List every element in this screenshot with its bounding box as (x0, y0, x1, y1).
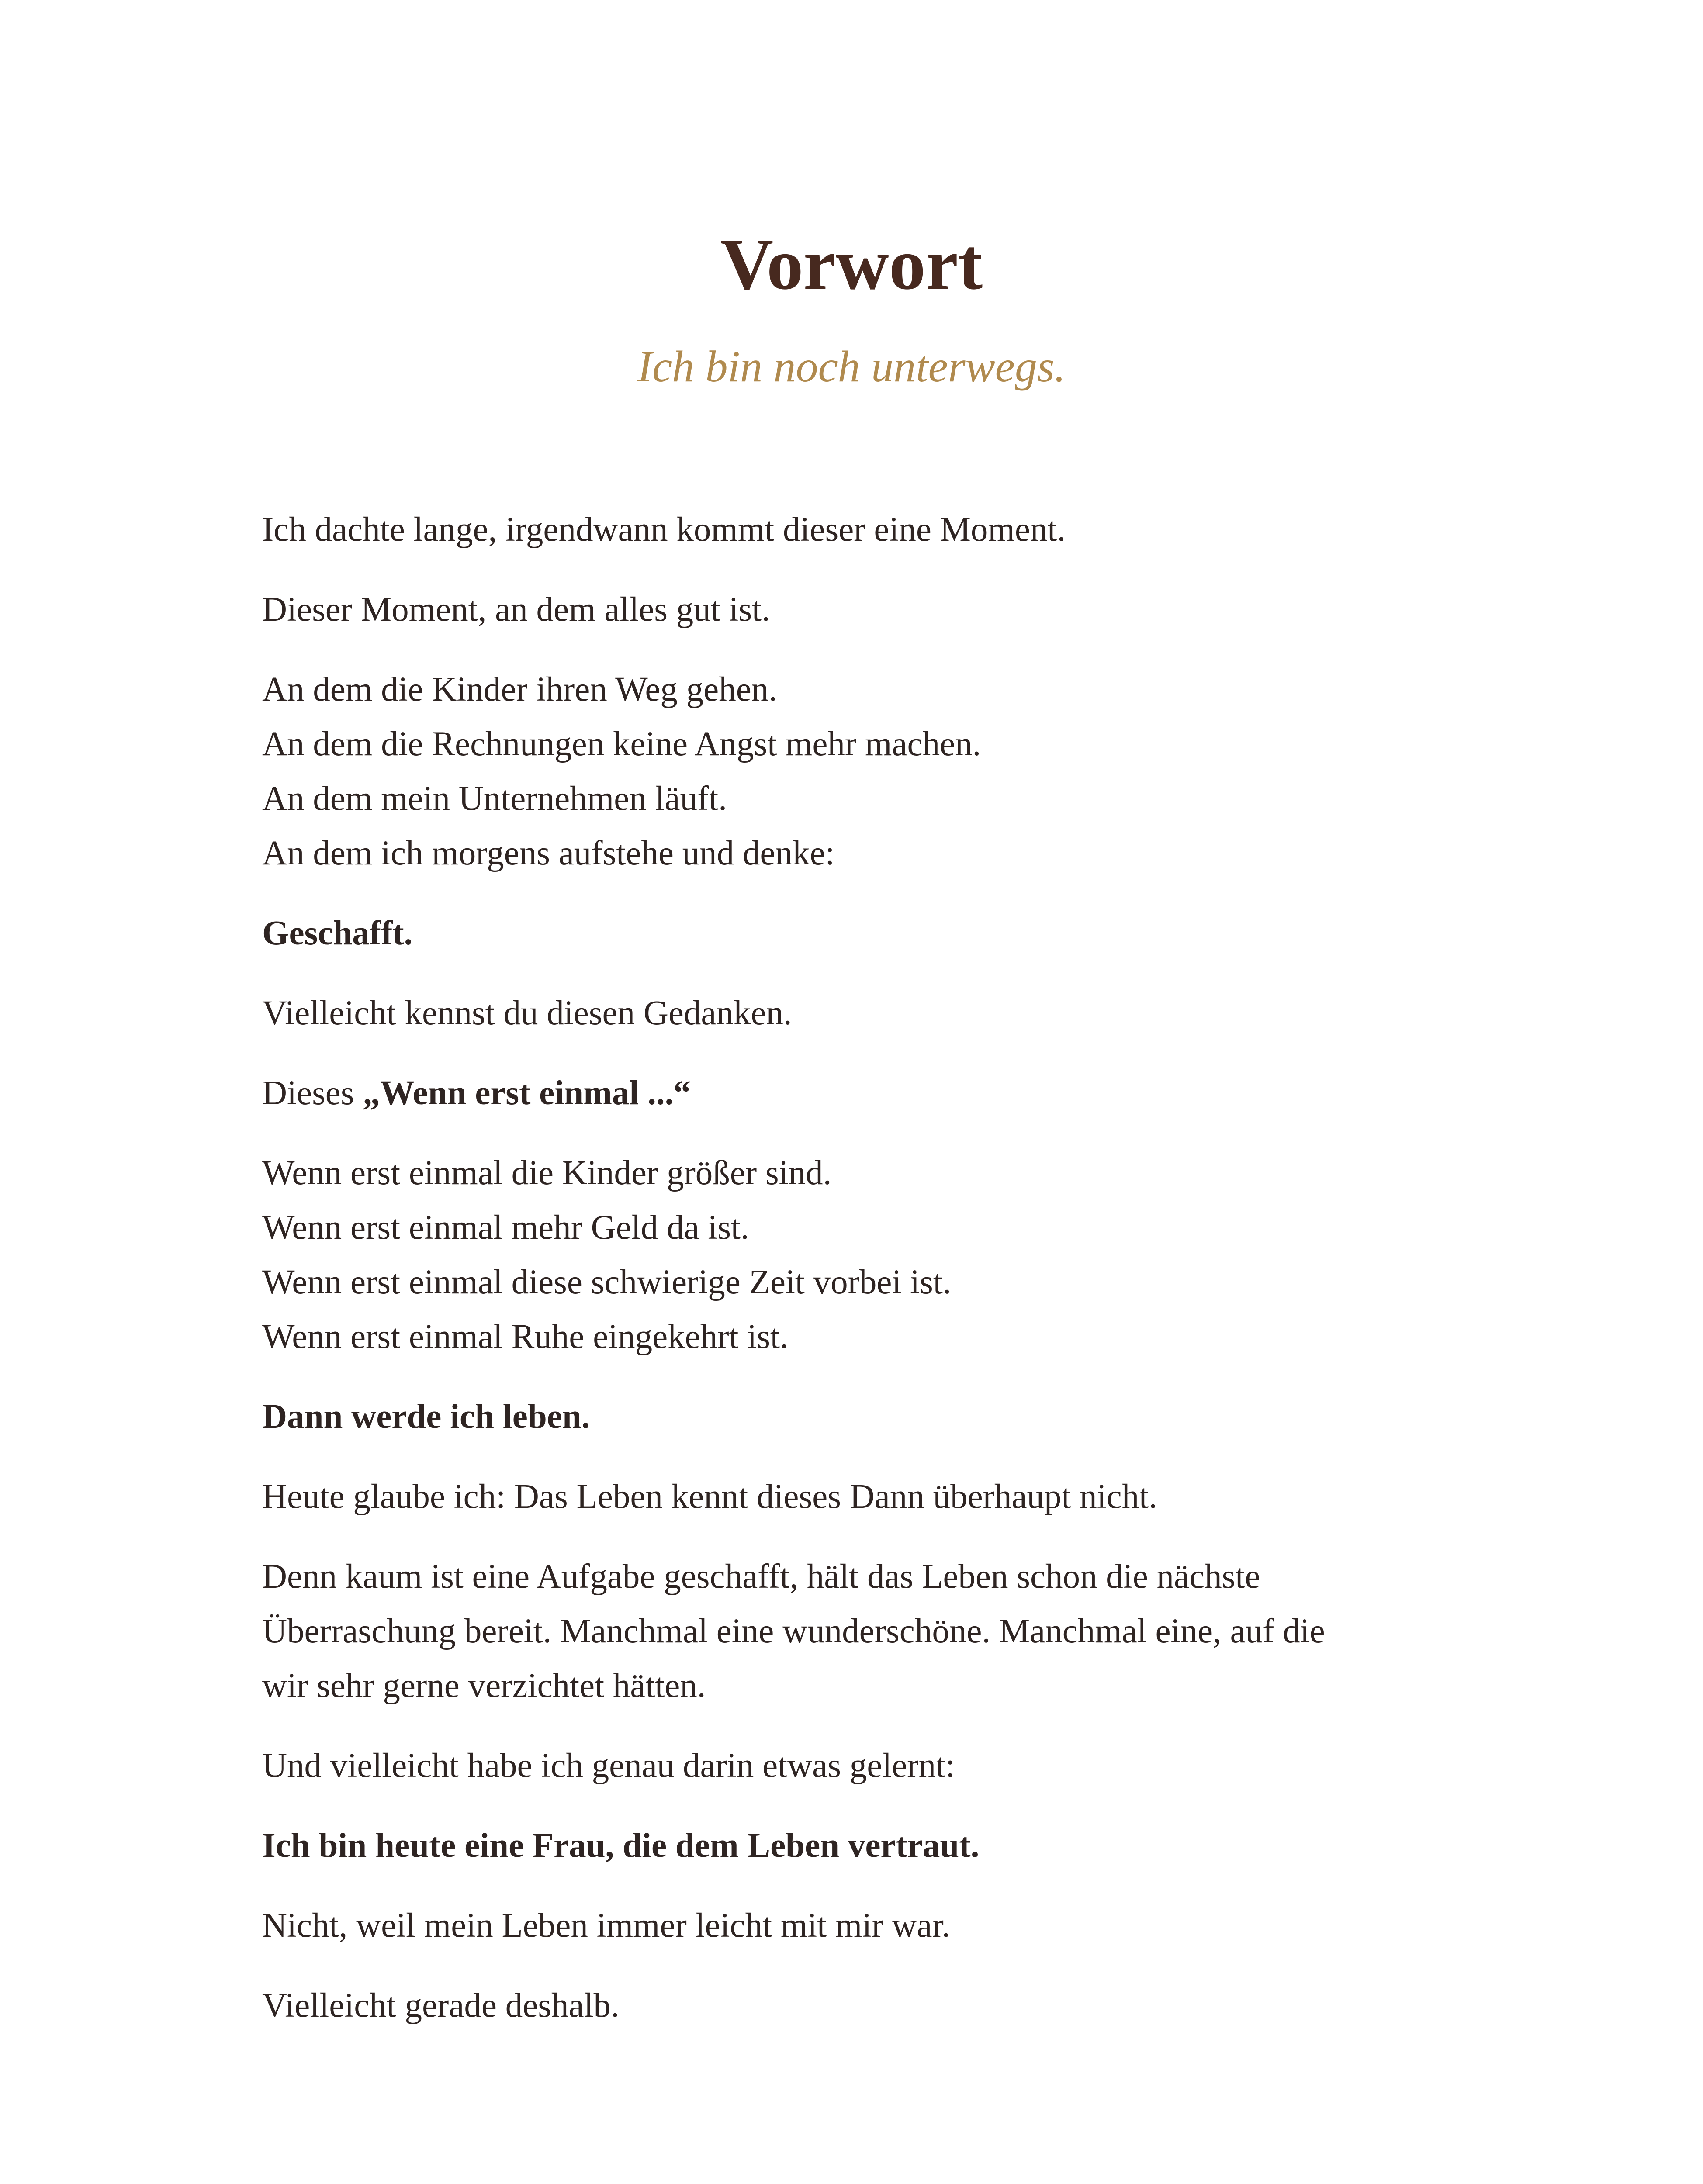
paragraph-10 (262, 1549, 1450, 1713)
page-title: Vorwort (720, 224, 983, 305)
paragraph-7-line-2: Wenn erst einmal mehr Geld da ist. (262, 1209, 749, 1247)
paragraph-7-line-1: Wenn erst einmal die Kinder größer sind. (262, 1154, 832, 1192)
paragraph-3-line-1: An dem die Kinder ihren Weg gehen. (262, 670, 778, 708)
paragraph-7-line-4: Wenn erst einmal Ruhe eingekehrt ist. (262, 1318, 789, 1356)
paragraph-10-line-2: Überraschung bereit. Manchmal eine wunderschöne. Manchmal eine, auf die (262, 1612, 1325, 1650)
paragraph-13: Nicht, weil mein Leben immer leicht mit mir war. (262, 1907, 951, 1945)
page-subtitle: Ich bin noch unterwegs. (637, 342, 1066, 391)
paragraph-6-emphasis: „Wenn erst einmal ...“ (363, 1074, 691, 1112)
paragraph-3-line-4: An dem ich morgens aufstehe und denke: (262, 834, 835, 872)
paragraph-2: Dieser Moment, an dem alles gut ist. (262, 591, 770, 629)
paragraph-9: Heute glaube ich: Das Leben kennt dieses Dann überhaupt nicht. (262, 1478, 1157, 1516)
paragraph-4-emphasis: Geschafft. (262, 914, 413, 952)
paragraph-6-prefix: Dieses (262, 1074, 363, 1112)
paragraph-3-line-3: An dem mein Unternehmen läuft. (262, 780, 727, 818)
paragraph-8-emphasis: Dann werde ich leben. (262, 1398, 590, 1436)
paragraph-6 (262, 1066, 1450, 1120)
paragraph-12-emphasis: Ich bin heute eine Frau, die dem Leben vertraut. (262, 1827, 980, 1865)
paragraph-3-line-2: An dem die Rechnungen keine Angst mehr machen. (262, 725, 981, 763)
paragraph-7-line-3: Wenn erst einmal diese schwierige Zeit vorbei ist. (262, 1263, 952, 1301)
paragraph-11: Und vielleicht habe ich genau darin etwas gelernt: (262, 1747, 955, 1785)
paragraph-1: Ich dachte lange, irgendwann kommt dieser eine Moment. (262, 511, 1066, 549)
paragraph-3 (262, 662, 1450, 881)
body-text (262, 502, 1450, 2058)
paragraph-7 (262, 1146, 1450, 1364)
paragraph-14: Vielleicht gerade deshalb. (262, 1987, 620, 2025)
paragraph-10-line-3: wir sehr gerne verzichtet hätten. (262, 1667, 706, 1705)
paragraph-10-line-1: Denn kaum ist eine Aufgabe geschafft, hält das Leben schon die nächste (262, 1558, 1260, 1596)
paragraph-5: Vielleicht kennst du diesen Gedanken. (262, 994, 792, 1032)
